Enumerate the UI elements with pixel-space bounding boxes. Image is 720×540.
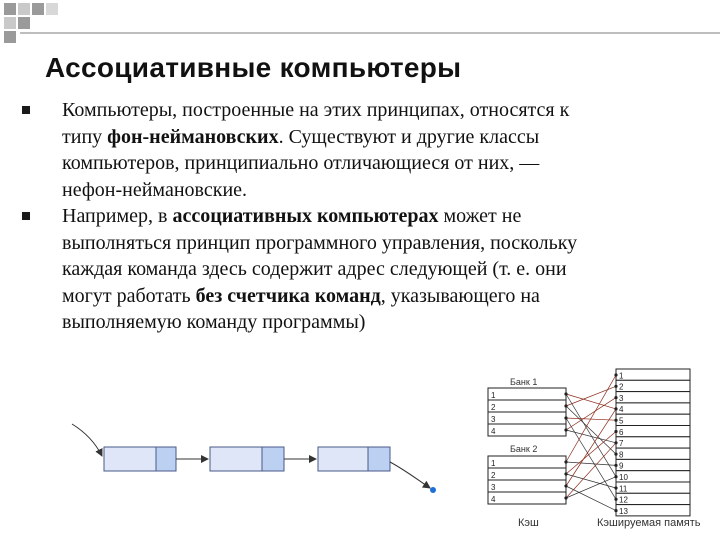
bank2-row-label: 3 xyxy=(491,483,496,492)
memory-row xyxy=(616,459,690,470)
list-node-3 xyxy=(318,447,368,471)
mapping-line xyxy=(566,432,616,475)
mapping-line xyxy=(566,409,616,486)
linked-list-diagram xyxy=(72,424,436,493)
bank1-row xyxy=(488,400,566,412)
bank2-row-label: 2 xyxy=(491,471,496,480)
memory-table xyxy=(616,369,690,516)
list-node-3-pointer xyxy=(368,447,390,471)
cache-port-dot xyxy=(564,392,567,395)
bullet2-bold-1: ассоциативных компьютерах xyxy=(172,205,439,227)
memory-row xyxy=(616,369,690,380)
memory-row-label: 4 xyxy=(619,405,624,415)
memory-row xyxy=(616,426,690,437)
bullet-square-icon xyxy=(22,212,30,220)
list-end-dot xyxy=(430,487,436,493)
list-node-1-pointer xyxy=(156,447,176,471)
bullet-square-icon xyxy=(22,106,30,114)
memory-row xyxy=(616,380,690,391)
bank1-row-label: 4 xyxy=(491,427,496,436)
bullet2-text-mid: может не выполняться принцип программного управления, поскольку каждая команда здесь содержит адрес следующей (т. е. они могут работать xyxy=(62,205,578,307)
bank2-row xyxy=(488,492,566,504)
bank2-row xyxy=(488,480,566,492)
memory-port-dot xyxy=(614,453,617,456)
mapping-line xyxy=(566,443,616,498)
memory-port-dot xyxy=(614,441,617,444)
bullet-item-2 xyxy=(22,203,597,336)
memory-row-label: 5 xyxy=(619,416,624,426)
bullet2-bold-2: без счетчика команд xyxy=(195,284,381,307)
bank2-row-label: 4 xyxy=(491,495,496,504)
cache-diagram xyxy=(488,369,701,529)
memory-row-label: 12 xyxy=(619,495,628,505)
figure xyxy=(0,360,720,540)
memory-label: Кэшируемая память xyxy=(597,517,701,529)
cache-port-dot xyxy=(564,428,567,431)
memory-row xyxy=(616,437,690,448)
slide-title: Ассоциативные компьютеры xyxy=(45,52,462,83)
memory-row xyxy=(616,448,690,459)
list-node-2 xyxy=(210,447,262,471)
bank1-label: Банк 1 xyxy=(510,377,538,387)
memory-row-label: 10 xyxy=(619,473,628,482)
bank1-row xyxy=(488,424,566,436)
bank2-label: Банк 2 xyxy=(510,444,538,454)
bank1-row-label: 3 xyxy=(491,415,496,424)
memory-row xyxy=(616,392,690,403)
memory-row-label: 7 xyxy=(619,439,624,449)
memory-row-label: 11 xyxy=(619,484,628,494)
memory-port-dot xyxy=(614,498,617,501)
memory-row-label: 3 xyxy=(619,393,624,403)
memory-port-dot xyxy=(614,475,617,478)
memory-port-dot xyxy=(614,430,617,433)
bank1-row-label: 1 xyxy=(491,391,496,400)
memory-row xyxy=(616,414,690,425)
memory-row-label: 13 xyxy=(619,506,628,516)
memory-port-dot xyxy=(614,407,617,410)
mapping-line xyxy=(566,398,616,430)
memory-port-dot xyxy=(614,373,617,376)
bullet1-bold: фон-неймановских xyxy=(107,125,279,148)
cache-label: Кэш xyxy=(518,517,539,529)
mapping-line xyxy=(566,430,616,443)
bank2-table xyxy=(488,456,566,504)
bullet-item-1 xyxy=(22,97,597,203)
memory-row-label: 1 xyxy=(619,371,624,381)
list-node-2-pointer xyxy=(262,447,284,471)
bank1-row xyxy=(488,388,566,400)
bank1-row-label: 2 xyxy=(491,403,496,412)
memory-row-label: 9 xyxy=(619,461,624,471)
memory-port-dot xyxy=(614,464,617,467)
mapping-lines xyxy=(564,373,617,512)
bank2-row xyxy=(488,468,566,480)
memory-port-dot xyxy=(614,509,617,512)
cache-port-dot xyxy=(564,416,567,419)
bullet2-text-end: , указывающего на выполняемую команду программы) xyxy=(62,284,540,333)
bullet1-text: Компьютеры, построенные на этих принципах, относятся к типу xyxy=(62,99,570,148)
bullet1-text-end: . Существуют и другие классы компьютеров, принципиально отличающиеся от них, — нефон-неймановские. xyxy=(62,125,540,201)
corner-decoration xyxy=(0,0,720,60)
cache-port-dot xyxy=(564,404,567,407)
bank1-table xyxy=(488,388,566,436)
memory-port-dot xyxy=(614,486,617,489)
memory-row-label: 6 xyxy=(619,427,624,437)
mapping-line xyxy=(566,474,616,488)
memory-row xyxy=(616,403,690,414)
bank2-row-label: 1 xyxy=(491,459,496,468)
cache-port-dot xyxy=(564,496,567,499)
memory-row-label: 8 xyxy=(619,450,624,460)
cache-port-dot xyxy=(564,472,567,475)
bank2-row xyxy=(488,456,566,468)
memory-row-label: 2 xyxy=(619,382,624,392)
bullet-list xyxy=(22,97,597,336)
cache-port-dot xyxy=(564,460,567,463)
list-node-1 xyxy=(104,447,156,471)
memory-port-dot xyxy=(614,419,617,422)
bullet2-text: Например, в xyxy=(62,205,173,227)
link-arrow-out xyxy=(390,462,430,488)
memory-port-dot xyxy=(614,385,617,388)
link-arrow-in xyxy=(72,424,102,456)
bank1-row xyxy=(488,412,566,424)
cache-port-dot xyxy=(564,484,567,487)
memory-port-dot xyxy=(614,396,617,399)
